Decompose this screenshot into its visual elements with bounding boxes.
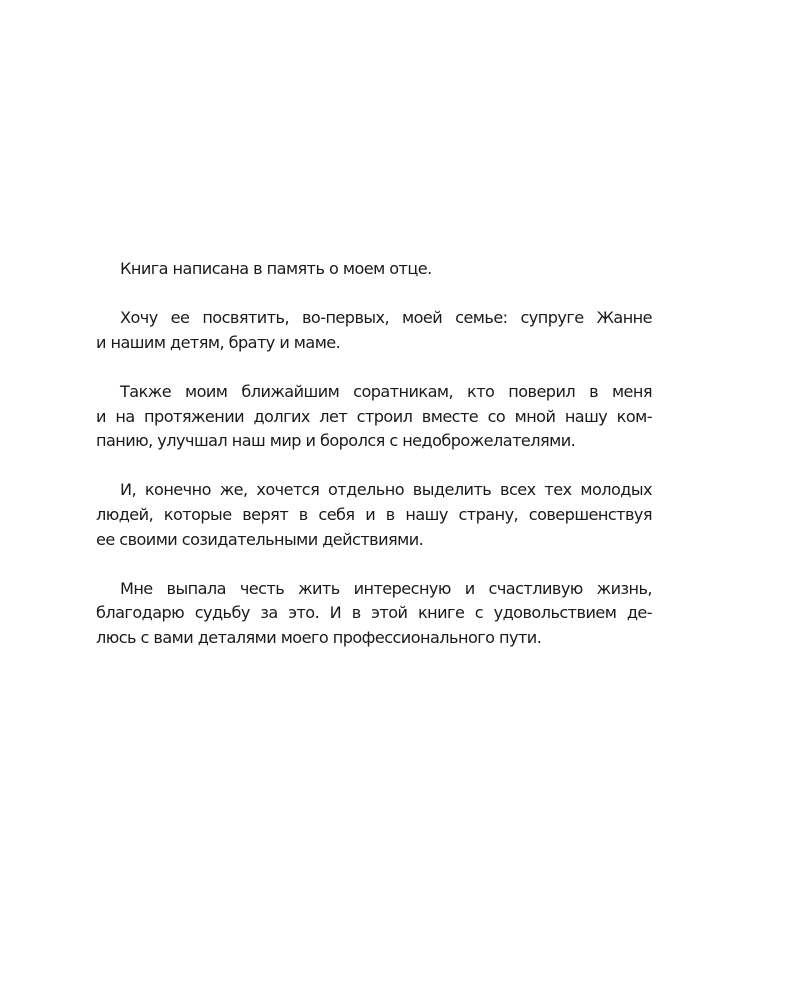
dedication-paragraph-2 <box>96 306 652 355</box>
dedication-text <box>96 257 652 675</box>
dedication-paragraph-4 <box>96 478 652 552</box>
paragraph-line: людей, которые верят в себя и в нашу страну, совершенствуя <box>96 504 652 524</box>
paragraph-line: панию, улучшал наш мир и боролся с недоброжелателями. <box>96 431 576 451</box>
dedication-paragraph-3 <box>96 380 652 454</box>
paragraph-line: Также моим ближайшим соратникам, кто поверил в меня <box>120 381 652 401</box>
paragraph-line: ее своими созидательными действиями. <box>96 529 424 549</box>
paragraph-line: И, конечно же, хочется отдельно выделить всех тех молодых <box>120 480 652 500</box>
paragraph-line: люсь с вами деталями моего профессионального пути. <box>96 627 542 647</box>
paragraph-line: благодарю судьбу за это. И в этой книге с удовольствием де- <box>96 603 652 623</box>
paragraph-line: Мне выпала честь жить интересную и счастливую жизнь, <box>120 578 652 598</box>
paragraph-line: и нашим детям, брату и маме. <box>96 332 341 352</box>
paragraph-line: Книга написана в память о моем отце. <box>120 259 432 278</box>
dedication-paragraph-5 <box>96 577 652 651</box>
paragraph-line: Хочу ее посвятить, во-первых, моей семье: супруге Жанне <box>120 308 652 328</box>
paragraph-line: и на протяжении долгих лет строил вместе со мной нашу ком- <box>96 406 652 426</box>
dedication-paragraph-1 <box>96 257 652 282</box>
